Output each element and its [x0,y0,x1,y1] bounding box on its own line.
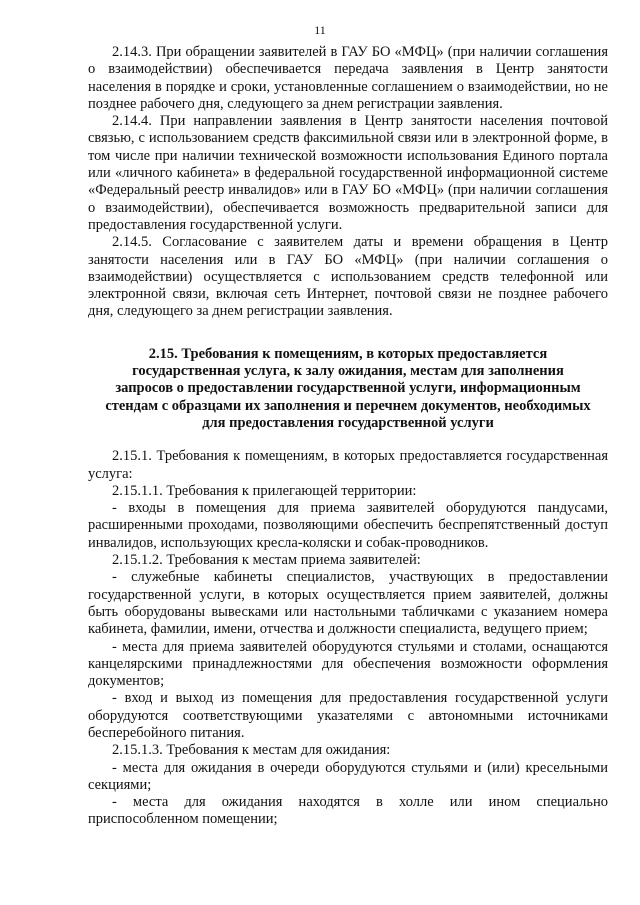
section-heading-2-15: 2.15. Требования к помещениям, в которых предоставляется государственная услуга, к залу ожидания, местам для заполнения запросов о предоставлении государственной услуги, информационным стендам с образцами их заполнения и перечнем документов, необходимых для предоставления государственной услуги [105,345,591,431]
list-item-offices: - служебные кабинеты специалистов, участвующих в предоставлении государственной услуги, в которых осуществляется прием заявителей, должны быть оборудованы вывесками или настольными табличками с указанием номера кабинета, фамилии, имени, отчества и должности специалиста, ведущего прием; [88,569,608,638]
list-item-waiting-hall: - места для ожидания находятся в холле или ином специально приспособленном помещении; [88,794,608,828]
list-item-waiting-seats: - места для ожидания в очереди оборудуются стульями и (или) кресельными секциями; [88,759,608,793]
list-item-reception-places: - места для приема заявителей оборудуются стульями и столами, оснащаются канцелярскими принадлежностями для обеспечения возможности оформления документов; [88,638,608,690]
page-number: 11 [314,23,326,37]
list-item-entry-exit: - вход и выход из помещения для предоставления государственной услуги оборудуются соответствующими указателями с автономными источниками бесперебойного питания. [88,690,608,741]
paragraph-2-14-4: 2.14.4. При направлении заявления в Центр занятости населения почтовой связью, с использованием средств факсимильной связи или в электронной форме, в том числе при наличии технической возможности использования Единого портала или «личного кабинета» в федеральной государственной информационной системе «Федеральный реестр инвалидов» или в ГАУ БО «МФЦ» (при наличии соглашения о взаимодействии), обеспечивается возможность предварительной записи для предоставления государственной услуги. [88,113,608,233]
paragraph-2-15-1: 2.15.1. Требования к помещениям, в которых предоставляется государственная услуга: [88,448,608,482]
paragraph-2-15-1-3: 2.15.1.3. Требования к местам для ожидания: [112,742,391,759]
paragraph-2-14-3: 2.14.3. При обращении заявителей в ГАУ БО «МФЦ» (при наличии соглашения о взаимодействии) обеспечивается передача заявления в Центр занятости населения в порядке и сроки, установленные соглашением о взаимодействии, но не позднее рабочего дня, следующего за днем регистрации заявления. [88,44,608,112]
paragraph-2-14-5: 2.14.5. Согласование с заявителем даты и времени обращения в Центр занятости населения или в ГАУ БО «МФЦ» (при наличии соглашения о взаимодействии) осуществляется с использованием средств телефонной или электронной связи, включая сеть Интернет, почтовой связи не позднее рабочего дня, следующего за днем регистрации заявления. [88,234,608,320]
document-body [88,44,608,829]
paragraph-2-15-1-2: 2.15.1.2. Требования к местам приема заявителей: [112,552,421,569]
list-item-entrances: - входы в помещения для приема заявителей оборудуются пандусами, расширенными проходами, позволяющими обеспечить беспрепятственный доступ инвалидов, использующих кресла-коляски и собак-проводников. [88,500,608,551]
paragraph-2-15-1-1: 2.15.1.1. Требования к прилегающей территории: [112,482,417,499]
